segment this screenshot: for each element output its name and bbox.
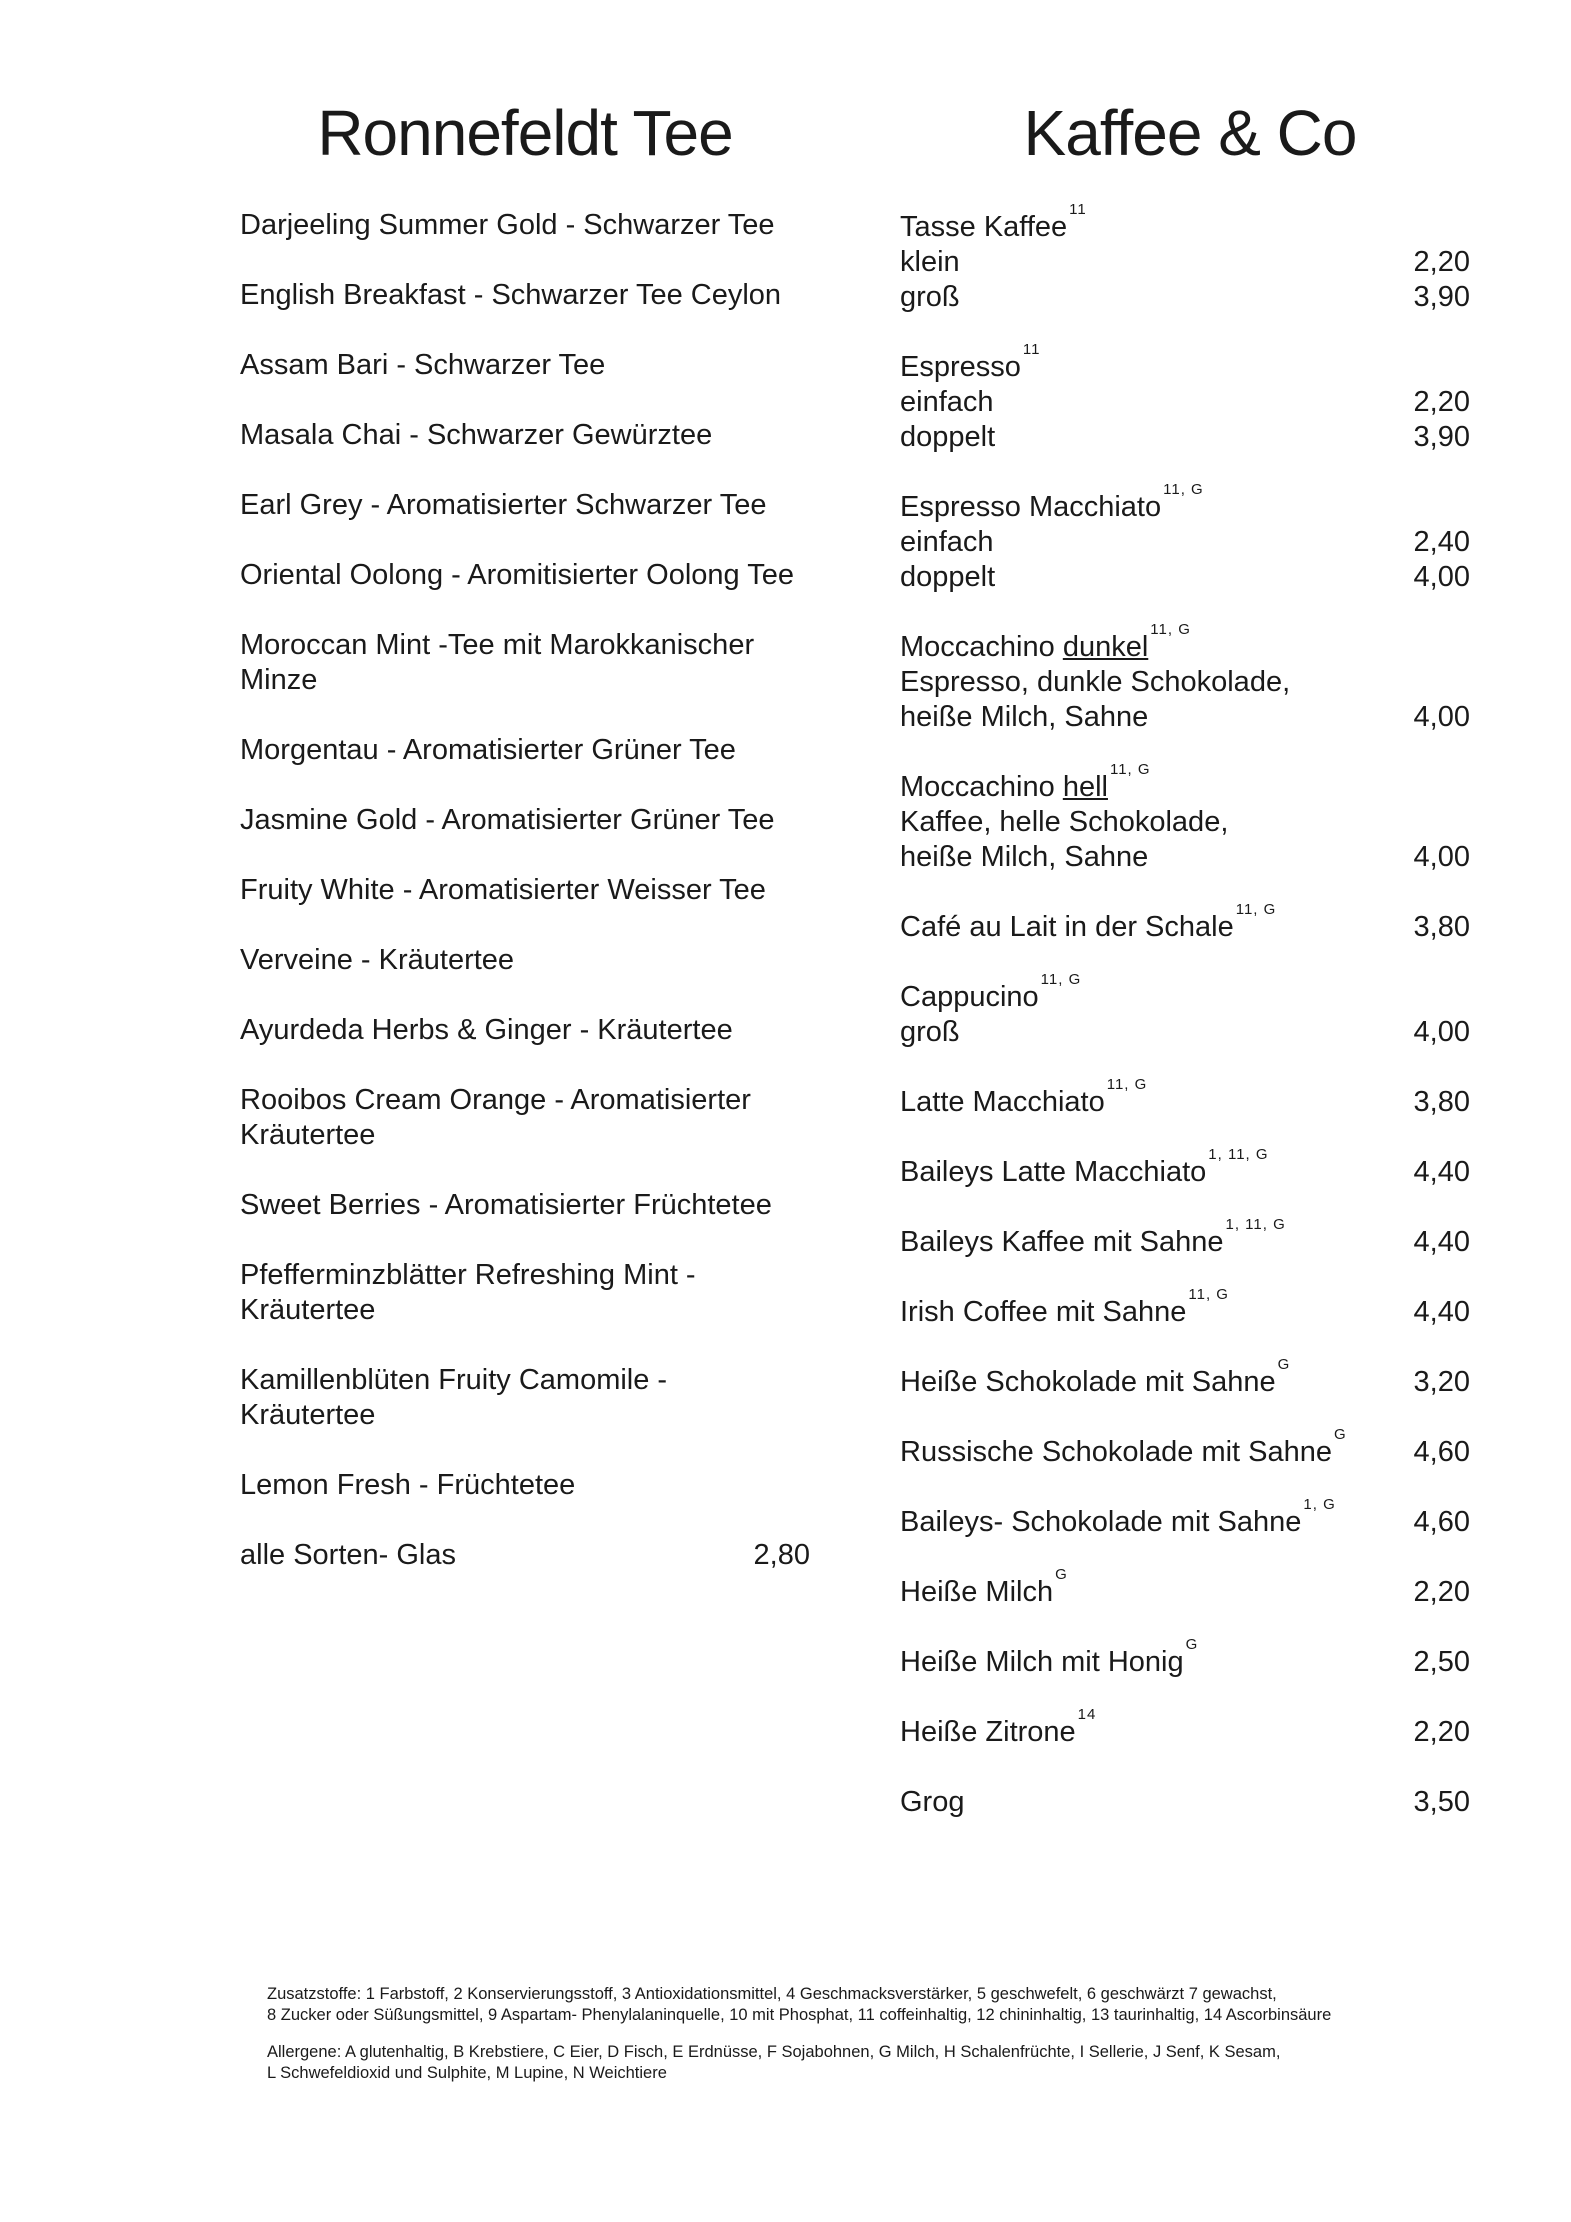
tea-item: Verveine - Kräutertee (240, 944, 515, 976)
tea-item: Kamillenblüten Fruity Camomile - Kräutertee (240, 1364, 668, 1431)
coffee-item-header (900, 1216, 1470, 1260)
coffee-sub-text: klein (900, 246, 960, 278)
coffee-price: 4,40 (1413, 1226, 1470, 1258)
additives-line-1: Zusatzstoffe: 1 Farbstoff, 2 Konservierungsstoff, 3 Antioxidationsmittel, 4 Geschmacksverstärker, 5 geschwefelt, 6 geschwärzt 7 gewachst, (267, 1985, 1277, 2003)
coffee-sub-line (900, 420, 1470, 455)
additive-marker: 11, G (1106, 1076, 1148, 1093)
additive-marker: G (1334, 1426, 1347, 1443)
coffee-item-header (900, 901, 1470, 945)
coffee-sub-line (900, 700, 1470, 735)
tea-item: English Breakfast - Schwarzer Tee Ceylon (240, 279, 782, 311)
coffee-sub-line (900, 245, 1470, 280)
coffee-name-text: Heiße Zitrone (900, 1716, 1076, 1748)
coffee-name-text: Baileys Kaffee mit Sahne (900, 1226, 1224, 1258)
tea-section-title: Ronnefeldt Tee (317, 97, 733, 169)
coffee-item-header (900, 201, 1470, 245)
coffee-name-text: Baileys- Schokolade mit Sahne (900, 1506, 1302, 1538)
tea-item: Morgentau - Aromatisierter Grüner Tee (240, 734, 736, 766)
coffee-name-text: Espresso (900, 351, 1021, 383)
tea-item: Earl Grey - Aromatisierter Schwarzer Tee (240, 489, 767, 521)
coffee-item-name (900, 1785, 964, 1820)
coffee-item-name (900, 1076, 1148, 1120)
coffee-item-name (900, 1216, 1286, 1260)
coffee-item (900, 901, 1470, 945)
coffee-item-name (900, 341, 1041, 385)
additive-marker: 11, G (1163, 481, 1204, 498)
coffee-item (900, 1785, 1470, 1820)
coffee-sub-price: 4,00 (1413, 561, 1470, 593)
coffee-price: 4,40 (1413, 1296, 1470, 1328)
tea-item: Pfefferminzblätter Refreshing Mint - Kräutertee (240, 1259, 696, 1326)
coffee-name-variant: dunkel (1062, 631, 1149, 663)
coffee-item-name (900, 481, 1204, 525)
coffee-sub-text: doppelt (900, 421, 996, 453)
additive-marker: 11, G (1235, 901, 1277, 918)
additive-marker: G (1185, 1636, 1199, 1653)
additive-marker: 11 (1022, 341, 1041, 358)
coffee-item-name (900, 1356, 1291, 1400)
coffee-item (900, 1426, 1470, 1470)
additive-marker: G (1277, 1356, 1291, 1373)
coffee-price: 2,20 (1413, 1576, 1470, 1608)
coffee-item (900, 621, 1470, 735)
coffee-item (900, 1706, 1470, 1750)
coffee-item-name (900, 1636, 1199, 1680)
tea-item: Masala Chai - Schwarzer Gewürztee (240, 419, 713, 451)
coffee-item (900, 1636, 1470, 1680)
tea-item: Moroccan Mint -Tee mit Marokkanischer Minze (240, 629, 755, 696)
coffee-sub-line (900, 840, 1470, 875)
additive-marker: G (1055, 1566, 1068, 1583)
coffee-item-name (900, 901, 1277, 945)
coffee-item-header (900, 1636, 1470, 1680)
additive-marker: 1, 11, G (1225, 1216, 1286, 1233)
coffee-item-header (900, 1706, 1470, 1750)
coffee-item (900, 341, 1470, 455)
coffee-item-header (900, 1566, 1470, 1610)
coffee-name-text: Heiße Schokolade mit Sahne (900, 1366, 1276, 1398)
tea-price-label: alle Sorten- Glas (240, 1539, 456, 1571)
coffee-item-header (900, 1076, 1470, 1120)
coffee-sub-text: Kaffee, helle Schokolade, (900, 806, 1229, 838)
coffee-name-text: Irish Coffee mit Sahne (900, 1296, 1187, 1328)
additive-marker: 11 (1069, 201, 1087, 218)
coffee-sub-price: 2,20 (1413, 386, 1470, 418)
coffee-item-header (900, 621, 1470, 665)
footnotes (267, 1984, 1447, 2100)
tea-item: Ayurdeda Herbs & Ginger - Kräutertee (240, 1014, 733, 1046)
coffee-sub-text: doppelt (900, 561, 996, 593)
coffee-item-header (900, 1146, 1470, 1190)
coffee-item (900, 1356, 1470, 1400)
coffee-item (900, 971, 1470, 1050)
additives-note (267, 1984, 1447, 2026)
coffee-sub-price: 3,90 (1413, 421, 1470, 453)
coffee-item-header (900, 971, 1470, 1015)
coffee-sub-line (900, 560, 1470, 595)
coffee-sub-text: einfach (900, 386, 994, 418)
additive-marker: 11, G (1040, 971, 1082, 988)
coffee-sub-price: 4,00 (1413, 1016, 1470, 1048)
coffee-section-title: Kaffee & Co (1023, 97, 1357, 169)
tea-price-row (240, 1538, 810, 1573)
coffee-sub-line (900, 665, 1470, 700)
coffee-sub-text: einfach (900, 526, 994, 558)
coffee-item-header (900, 1426, 1470, 1470)
coffee-sub-line (900, 385, 1470, 420)
coffee-sub-price: 2,20 (1413, 246, 1470, 278)
coffee-sub-text: heiße Milch, Sahne (900, 701, 1149, 733)
coffee-item-name (900, 1566, 1068, 1610)
coffee-name-text: Russische Schokolade mit Sahne (900, 1436, 1333, 1468)
coffee-price: 3,50 (1413, 1786, 1470, 1818)
coffee-item (900, 481, 1470, 595)
additive-marker: 14 (1077, 1706, 1097, 1723)
coffee-price: 4,60 (1413, 1436, 1470, 1468)
coffee-price: 3,80 (1413, 911, 1470, 943)
coffee-item (900, 1216, 1470, 1260)
tea-item: Rooibos Cream Orange - Aromatisierter Kräutertee (240, 1084, 751, 1151)
additive-marker: 11, G (1188, 1286, 1229, 1303)
coffee-sub-text: heiße Milch, Sahne (900, 841, 1149, 873)
coffee-item-name (900, 1286, 1229, 1330)
coffee-item-header (900, 481, 1470, 525)
coffee-name-text: Heiße Milch mit Honig (900, 1646, 1184, 1678)
additive-marker: 1, G (1303, 1496, 1336, 1513)
coffee-price: 3,80 (1413, 1086, 1470, 1118)
coffee-sub-text: Espresso, dunkle Schokolade, (900, 666, 1291, 698)
tea-item: Jasmine Gold - Aromatisierter Grüner Tee (240, 804, 775, 836)
coffee-name-text: Cappucino (900, 981, 1039, 1013)
coffee-item-name (900, 1496, 1336, 1540)
coffee-name-text: Grog (900, 1786, 965, 1818)
coffee-sub-price: 3,90 (1413, 281, 1470, 313)
tea-item: Lemon Fresh - Früchtetee (240, 1469, 576, 1501)
allergens-line-1: Allergene: A glutenhaltig, B Krebstiere, C Eier, D Fisch, E Erdnüsse, F Sojabohnen, G Milch, H Schalenfrüchte, I Sellerie, J Senf, K Sesam, (267, 2043, 1281, 2061)
coffee-name-text: Baileys Latte Macchiato (900, 1156, 1207, 1188)
coffee-sub-line (900, 805, 1470, 840)
coffee-name-variant: hell (1062, 771, 1108, 803)
coffee-item (900, 1566, 1470, 1610)
coffee-item (900, 1286, 1470, 1330)
coffee-item (900, 1076, 1470, 1120)
tea-item: Oriental Oolong - Aromitisierter Oolong Tee (240, 559, 794, 591)
coffee-list (900, 201, 1470, 1855)
coffee-item-header (900, 1785, 1470, 1820)
additive-marker: 11, G (1109, 761, 1151, 778)
tea-list (240, 208, 810, 1573)
coffee-name-text: Latte Macchiato (900, 1086, 1105, 1118)
coffee-item-name (900, 621, 1191, 665)
coffee-sub-price: 2,40 (1413, 526, 1470, 558)
coffee-sub-price: 4,00 (1413, 841, 1470, 873)
coffee-item-name (900, 761, 1151, 805)
coffee-item-name (900, 971, 1082, 1015)
coffee-item-name (900, 201, 1087, 245)
coffee-price: 4,40 (1413, 1156, 1470, 1188)
coffee-name-text: Heiße Milch (900, 1576, 1054, 1608)
coffee-sub-line (900, 280, 1470, 315)
additive-marker: 1, 11, G (1208, 1146, 1269, 1163)
coffee-price: 2,20 (1413, 1716, 1470, 1748)
coffee-item-header (900, 761, 1470, 805)
tea-item: Assam Bari - Schwarzer Tee (240, 349, 606, 381)
coffee-item (900, 1496, 1470, 1540)
coffee-sub-line (900, 1015, 1470, 1050)
coffee-item (900, 761, 1470, 875)
coffee-item-header (900, 1286, 1470, 1330)
tea-item: Sweet Berries - Aromatisierter Früchtetee (240, 1189, 772, 1221)
coffee-sub-text: groß (900, 281, 960, 313)
coffee-sub-text: groß (900, 1016, 960, 1048)
coffee-sub-price: 4,00 (1413, 701, 1470, 733)
coffee-item-header (900, 341, 1470, 385)
coffee-item-name (900, 1706, 1097, 1750)
allergens-line-2: L Schwefeldioxid und Sulphite, M Lupine, N Weichtiere (267, 2064, 667, 2082)
coffee-item-name (900, 1146, 1269, 1190)
allergens-note (267, 2042, 1447, 2084)
tea-item: Fruity White - Aromatisierter Weisser Tee (240, 874, 766, 906)
coffee-item-header (900, 1496, 1470, 1540)
coffee-item-name (900, 1426, 1347, 1470)
additive-marker: 11, G (1150, 621, 1191, 638)
coffee-price: 2,50 (1413, 1646, 1470, 1678)
coffee-item (900, 1146, 1470, 1190)
coffee-name-text: Café au Lait in der Schale (900, 911, 1234, 943)
coffee-price: 4,60 (1413, 1506, 1470, 1538)
coffee-name-text: Tasse Kaffee (900, 211, 1068, 243)
tea-item: Darjeeling Summer Gold - Schwarzer Tee (240, 209, 775, 241)
coffee-item (900, 201, 1470, 315)
tea-price: 2,80 (753, 1539, 810, 1571)
coffee-sub-line (900, 525, 1470, 560)
coffee-name-text: Moccachino (900, 631, 1055, 663)
additives-line-2: 8 Zucker oder Süßungsmittel, 9 Aspartam- Phenylalaninquelle, 10 mit Phosphat, 11 coffeinhaltig, 12 chininhaltig, 13 taurinhaltig, 14 Ascorbinsäure (267, 2006, 1332, 2024)
coffee-price: 3,20 (1413, 1366, 1470, 1398)
coffee-name-text: Espresso Macchiato (900, 491, 1162, 523)
coffee-item-header (900, 1356, 1470, 1400)
coffee-name-text: Moccachino (900, 771, 1055, 803)
